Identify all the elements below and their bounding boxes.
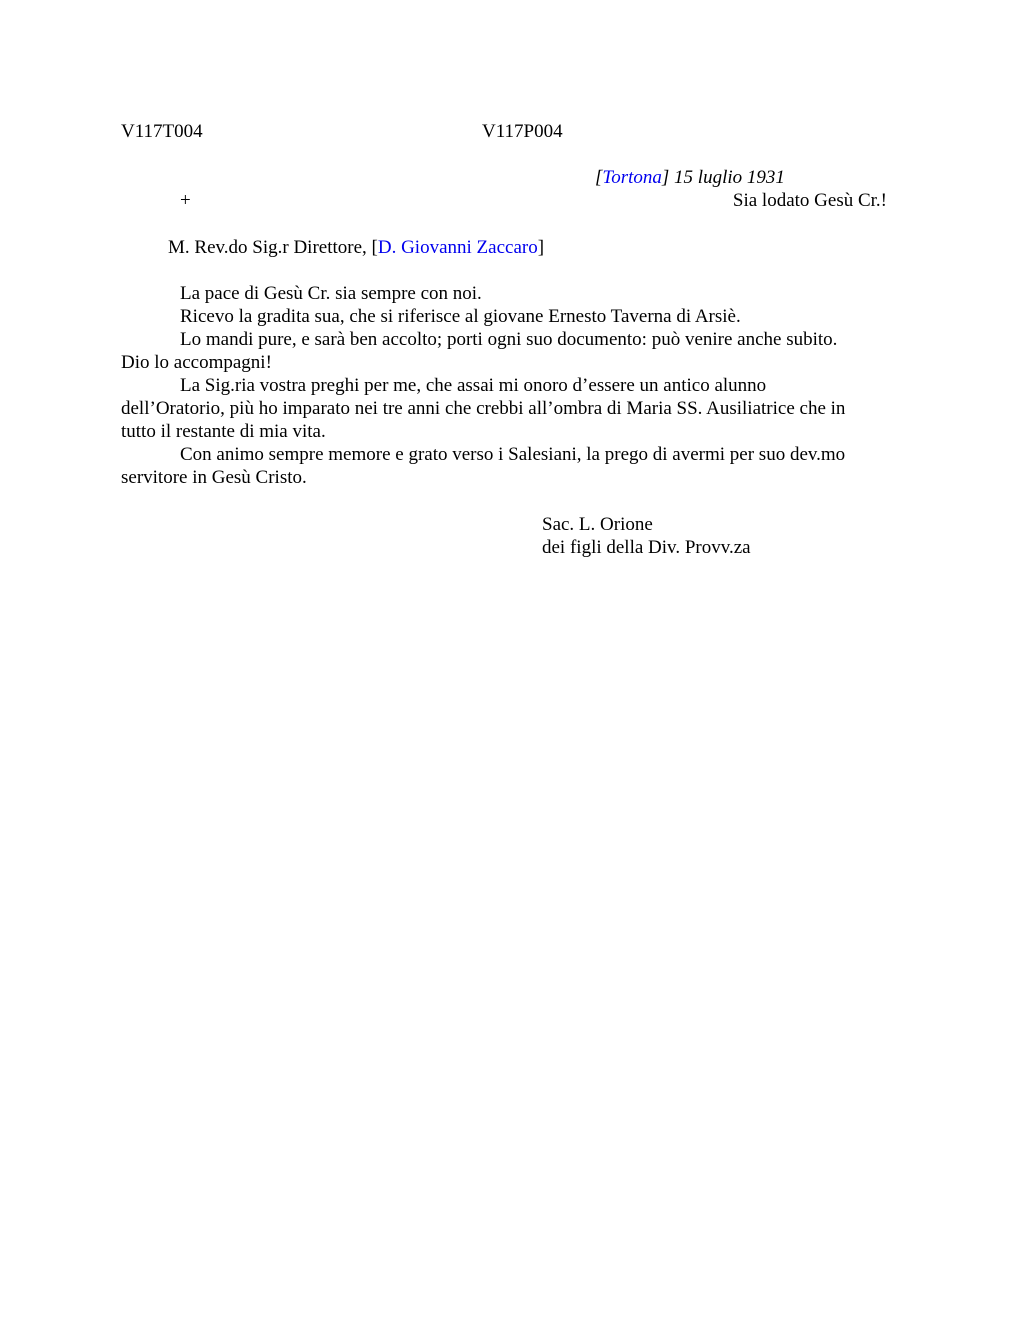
signature-title: dei figli della Div. Provv.za <box>542 537 751 558</box>
salutation-text: M. Rev.do Sig.r Direttore, [ <box>168 237 378 258</box>
signature-block <box>542 513 751 559</box>
paragraph-send: Lo mandi pure, e sarà ben accolto; porti ogni suo documento: può venire anche subito. Dio lo accompagni! <box>121 329 838 373</box>
document-code-p: V117P004 <box>482 121 563 142</box>
dateline <box>595 166 785 189</box>
cross-mark: + <box>180 190 191 211</box>
dateline-bracket: [ <box>595 167 603 188</box>
signature-name: Sac. L. Orione <box>542 514 653 535</box>
recipient-name: D. Giovanni Zaccaro <box>377 237 538 258</box>
salutation-close: ] <box>537 237 545 258</box>
dateline-date: ] 15 luglio 1931 <box>661 167 785 188</box>
praise-line: Sia lodato Gesù Cr.! <box>732 190 887 211</box>
document-code-t: V117T004 <box>121 121 203 142</box>
letter-body <box>121 282 861 489</box>
paragraph-greeting: La pace di Gesù Cr. sia sempre con noi. <box>180 283 482 304</box>
paragraph-receipt: Ricevo la gradita sua, che si riferisce al giovane Ernesto Taverna di Arsiè. <box>180 306 741 327</box>
dateline-place: Tortona <box>602 167 662 188</box>
paragraph-prayer: La Sig.ria vostra preghi per me, che assai mi onoro d’essere un antico alunno dell’Oratorio, più ho imparato nei tre anni che crebbi all’ombra di Maria SS. Ausiliatrice che in tutto il restante di mia vita. <box>121 375 846 442</box>
paragraph-closing: Con animo sempre memore e grato verso i Salesiani, la prego di avermi per suo dev.mo servitore in Gesù Cristo. <box>121 444 846 488</box>
salutation <box>168 236 544 259</box>
